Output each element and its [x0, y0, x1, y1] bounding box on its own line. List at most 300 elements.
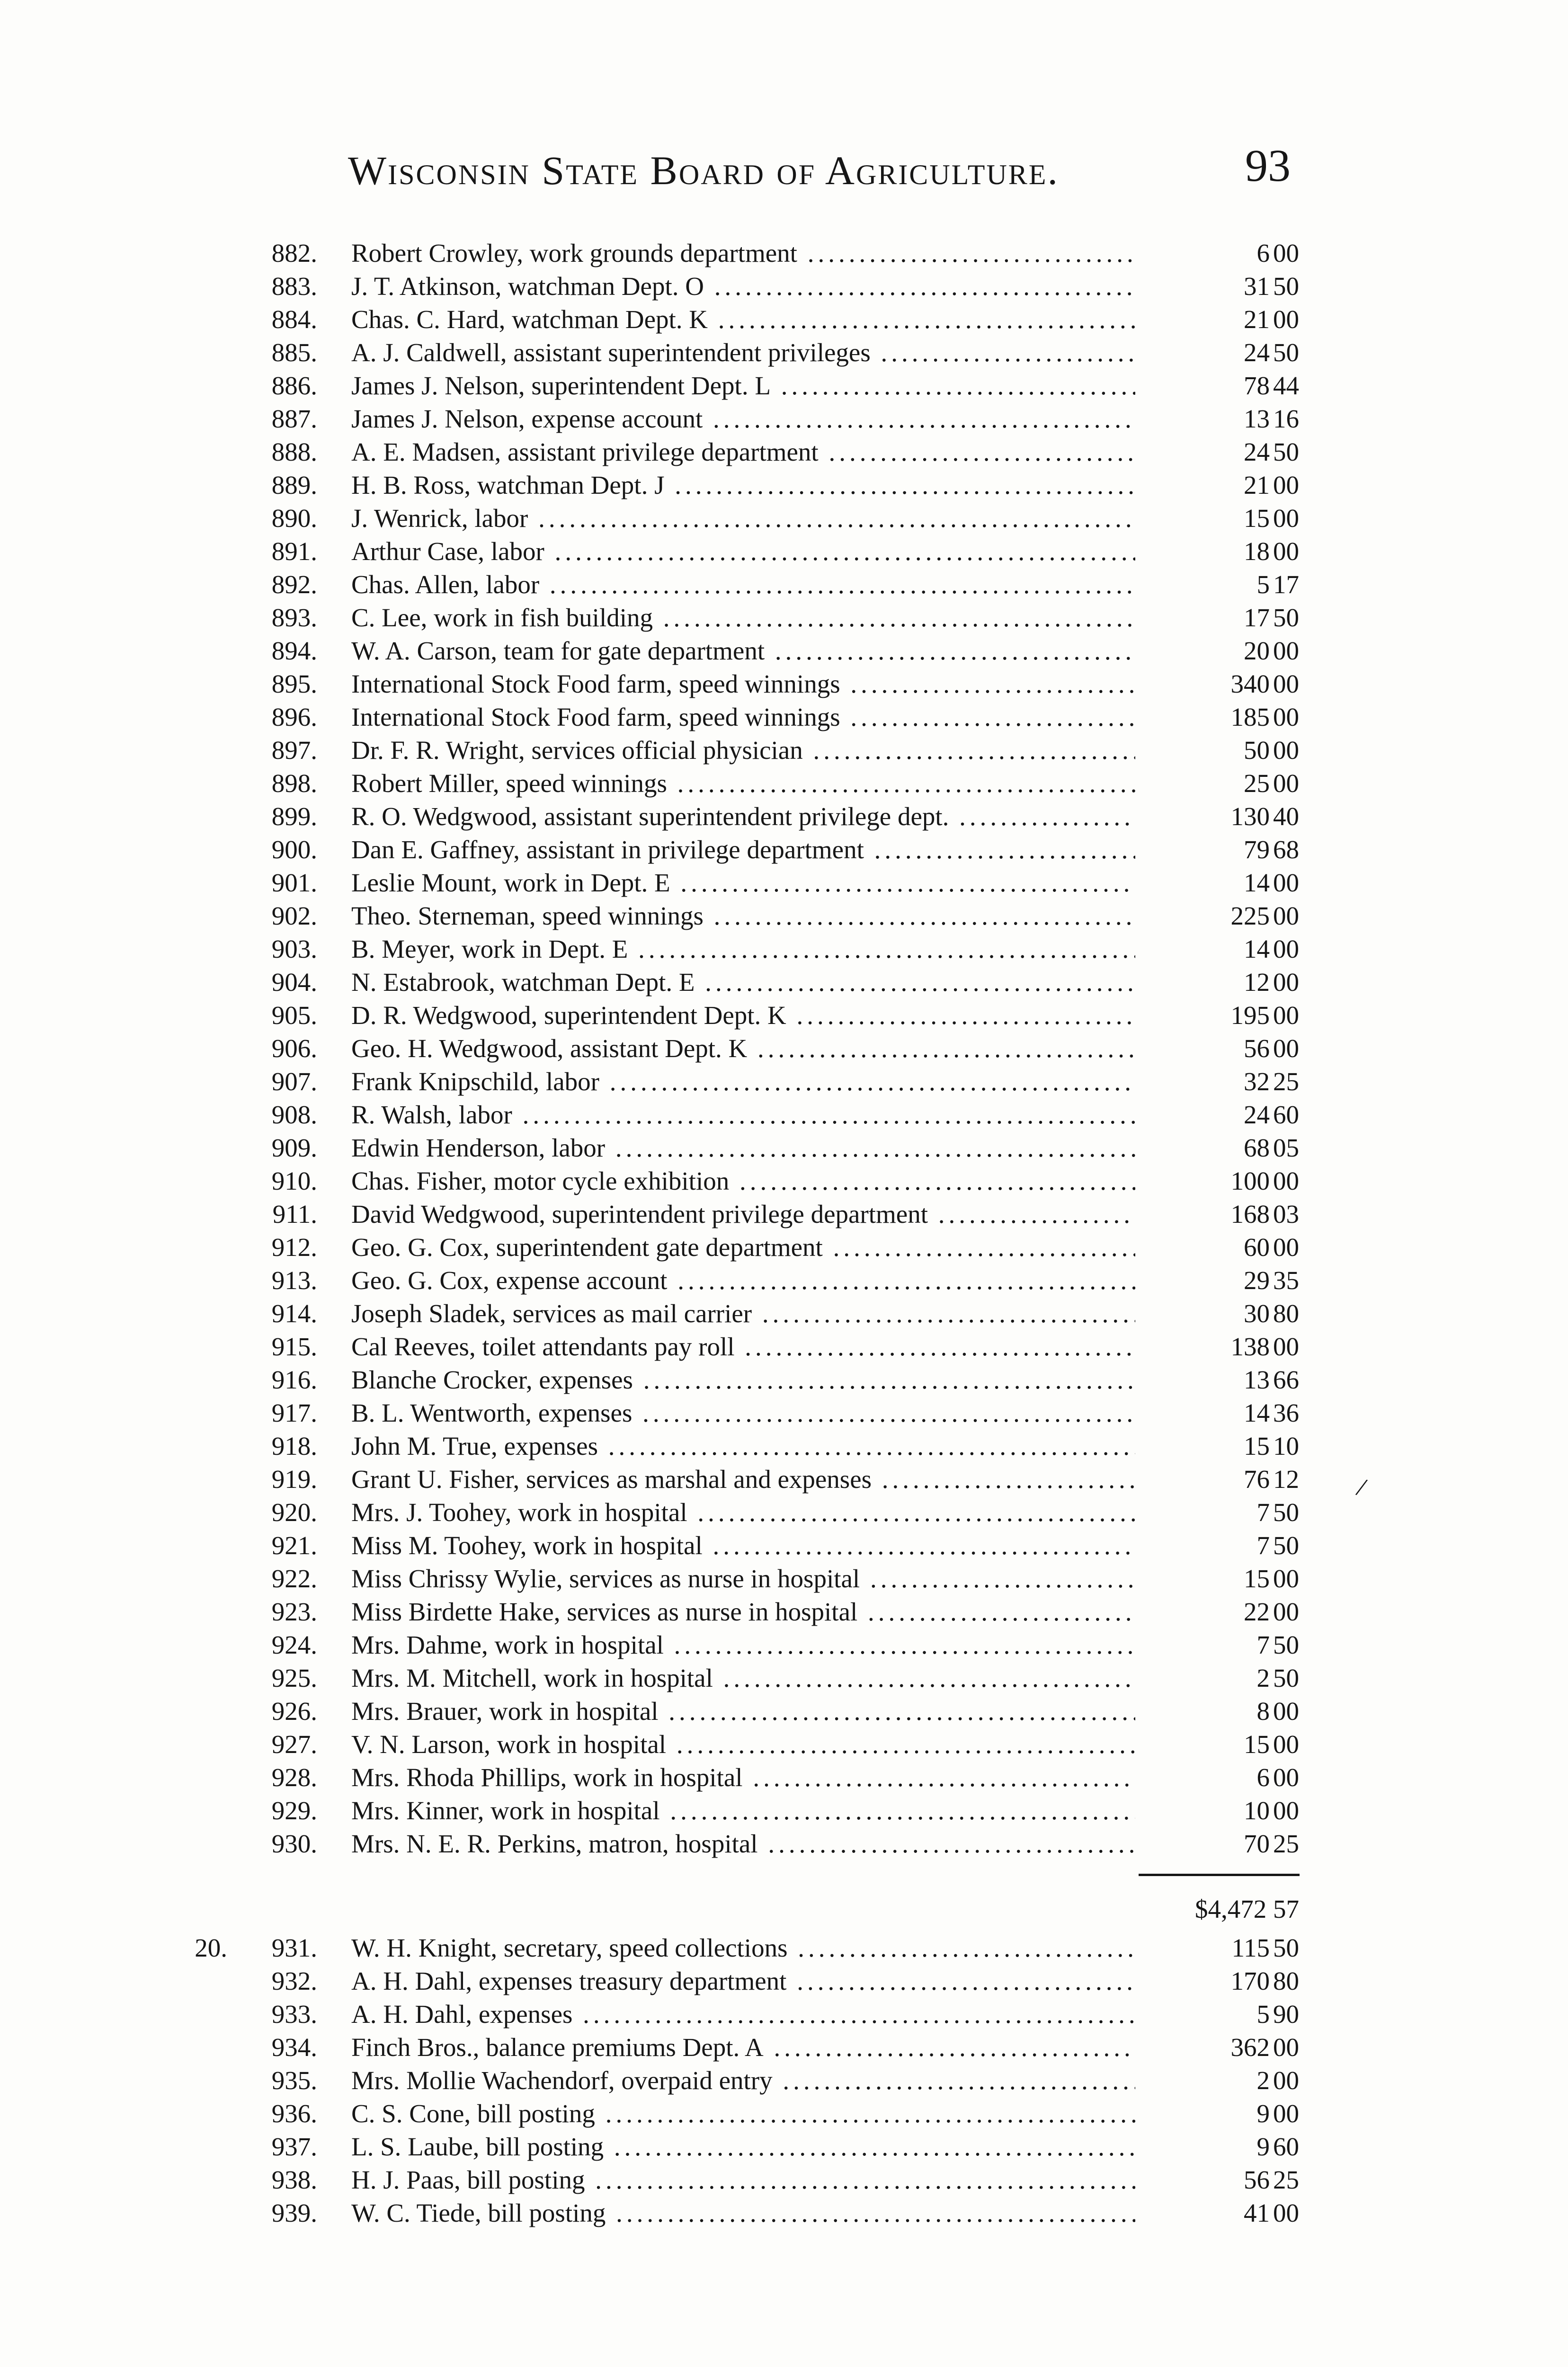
- ledger-row: [0, 933, 1568, 966]
- entry-cents: 00: [1273, 636, 1299, 665]
- entry-dollars: 6: [1256, 239, 1270, 267]
- entry-description: Geo. G. Cox, superintendent gate department .....: [351, 1231, 1135, 1264]
- entry-number: 898.: [271, 769, 317, 798]
- entry-number: 891.: [271, 537, 317, 566]
- entry-dollars: 5: [1256, 2000, 1270, 2029]
- entry-description: V. N. Larson, work in hospital .....: [351, 1728, 1135, 1761]
- entry-dollars: 24: [1244, 437, 1270, 466]
- entry-number: 887.: [271, 404, 317, 433]
- entry-description: J. T. Atkinson, watchman Dept. O .....: [351, 270, 1135, 303]
- entry-description: Finch Bros., balance premiums Dept. A .....: [351, 2031, 1135, 2064]
- ledger-entries: [0, 237, 1568, 2230]
- entry-cents: 50: [1273, 1664, 1299, 1692]
- ledger-row: [0, 237, 1568, 270]
- ledger-row: [0, 1264, 1568, 1297]
- entry-cents: 00: [1273, 901, 1299, 930]
- ledger-row: [0, 1231, 1568, 1264]
- entry-cents: 00: [1273, 1597, 1299, 1626]
- entry-cents: 00: [1273, 736, 1299, 765]
- entry-dollars: 170: [1230, 1967, 1270, 1995]
- entry-number: 917.: [271, 1398, 317, 1427]
- ledger-row: [0, 899, 1568, 933]
- entry-dollars: 60: [1244, 1233, 1270, 1262]
- entry-description: Frank Knipschild, labor .....: [351, 1065, 1135, 1098]
- entry-cents: 00: [1273, 1034, 1299, 1063]
- entry-dollars: 78: [1244, 371, 1270, 400]
- ledger-row: [0, 767, 1568, 800]
- entry-description: Mrs. Kinner, work in hospital .....: [351, 1794, 1135, 1827]
- entry-cents: 00: [1273, 703, 1299, 731]
- entry-description: C. S. Cone, bill posting .....: [351, 2097, 1135, 2130]
- entry-number: 932.: [271, 1967, 317, 1995]
- entry-dollars: 7: [1256, 1630, 1270, 1659]
- entry-cents: 00: [1273, 1796, 1299, 1825]
- entry-description: Mrs. Brauer, work in hospital .....: [351, 1695, 1135, 1728]
- subtotal-rule: [1139, 1874, 1300, 1876]
- entry-description: Mrs. Dahme, work in hospital .....: [351, 1628, 1135, 1662]
- entry-cents: 00: [1273, 968, 1299, 997]
- entry-description: James J. Nelson, expense account .....: [351, 402, 1135, 436]
- entry-group-1: [0, 237, 1568, 1860]
- entry-description: Miss Birdette Hake, services as nurse in hospital .....: [351, 1595, 1135, 1628]
- entry-cents: 60: [1273, 1100, 1299, 1129]
- entry-cents: 80: [1273, 1299, 1299, 1328]
- entry-cents: 50: [1273, 338, 1299, 367]
- entry-dollars: 225: [1230, 901, 1270, 930]
- entry-description: Chas. Fisher, motor cycle exhibition .....: [351, 1165, 1135, 1198]
- entry-dollars: 9: [1256, 2099, 1270, 2128]
- ledger-row: [0, 336, 1568, 369]
- entry-cents: 00: [1273, 2198, 1299, 2227]
- entry-description: C. Lee, work in fish building .....: [351, 601, 1135, 634]
- entry-dollars: 12: [1244, 968, 1270, 997]
- ledger-row: [0, 2163, 1568, 2197]
- entry-date: 20.: [195, 1933, 227, 1962]
- entry-cents: 00: [1273, 537, 1299, 566]
- entry-number: 919.: [271, 1465, 317, 1494]
- entry-number: 912.: [271, 1233, 317, 1262]
- entry-cents: 36: [1273, 1398, 1299, 1427]
- entry-cents: 00: [1273, 1166, 1299, 1195]
- ledger-row: [0, 1827, 1568, 1860]
- entry-dollars: 6: [1256, 1763, 1270, 1792]
- entry-cents: 90: [1273, 2000, 1299, 2029]
- entry-number: 922.: [271, 1564, 317, 1593]
- entry-cents: 00: [1273, 1233, 1299, 1262]
- ledger-row: [0, 568, 1568, 601]
- entry-number: 934.: [271, 2033, 317, 2062]
- entry-number: 938.: [271, 2165, 317, 2194]
- ledger-row: [0, 2064, 1568, 2097]
- entry-number: 894.: [271, 636, 317, 665]
- entry-dollars: 79: [1244, 835, 1270, 864]
- entry-number: 883.: [271, 272, 317, 301]
- entry-cents: 00: [1273, 769, 1299, 798]
- ledger-row: [0, 1032, 1568, 1065]
- entry-dollars: 29: [1244, 1266, 1270, 1295]
- ledger-row: [0, 999, 1568, 1032]
- entry-dollars: 2: [1256, 1664, 1270, 1692]
- entry-cents: 25: [1273, 1067, 1299, 1096]
- entry-number: 916.: [271, 1365, 317, 1394]
- ledger-row: [0, 866, 1568, 899]
- entry-dollars: 195: [1230, 1001, 1270, 1030]
- entry-description: Mrs. J. Toohey, work in hospital .....: [351, 1496, 1135, 1529]
- entry-number: 930.: [271, 1829, 317, 1858]
- entry-dollars: 21: [1244, 471, 1270, 499]
- entry-description: Cal Reeves, toilet attendants pay roll .....: [351, 1330, 1135, 1363]
- entry-description: International Stock Food farm, speed winnings .....: [351, 667, 1135, 701]
- entry-number: 936.: [271, 2099, 317, 2128]
- entry-description: A. H. Dahl, expenses treasury department .....: [351, 1965, 1135, 1998]
- entry-cents: 66: [1273, 1365, 1299, 1394]
- entry-number: 896.: [271, 703, 317, 731]
- entry-number: 927.: [271, 1730, 317, 1759]
- entry-dollars: 138: [1230, 1332, 1270, 1361]
- entry-dollars: 14: [1244, 868, 1270, 897]
- entry-cents: 00: [1273, 1332, 1299, 1361]
- entry-number: 885.: [271, 338, 317, 367]
- entry-dollars: 50: [1244, 736, 1270, 765]
- ledger-row: [0, 436, 1568, 469]
- ledger-row: [0, 634, 1568, 667]
- entry-number: 931.: [271, 1933, 317, 1962]
- entry-number: 903.: [271, 934, 317, 963]
- ledger-row: [0, 1562, 1568, 1595]
- entry-cents: 00: [1273, 669, 1299, 698]
- entry-number: 904.: [271, 968, 317, 997]
- entry-dollars: 15: [1244, 1432, 1270, 1460]
- entry-description: Mrs. Mollie Wachendorf, overpaid entry .....: [351, 2064, 1135, 2097]
- entry-description: Leslie Mount, work in Dept. E .....: [351, 866, 1135, 899]
- page-title: Wisconsin State Board of Agriculture.: [348, 148, 1059, 193]
- entry-number: 895.: [271, 669, 317, 698]
- entry-description: W. A. Carson, team for gate department .....: [351, 634, 1135, 667]
- entry-dollars: 22: [1244, 1597, 1270, 1626]
- entry-number: 939.: [271, 2198, 317, 2227]
- entry-cents: 60: [1273, 2132, 1299, 2161]
- entry-dollars: 32: [1244, 1067, 1270, 1096]
- entry-description: Joseph Sladek, services as mail carrier .....: [351, 1297, 1135, 1330]
- ledger-row: [0, 369, 1568, 402]
- entry-dollars: 15: [1244, 504, 1270, 533]
- entry-number: 889.: [271, 471, 317, 499]
- entry-cents: 50: [1273, 437, 1299, 466]
- ledger-row: [0, 1529, 1568, 1562]
- ledger-row: [0, 469, 1568, 502]
- entry-dollars: 41: [1244, 2198, 1270, 2227]
- entry-number: 906.: [271, 1034, 317, 1063]
- entry-number: 907.: [271, 1067, 317, 1096]
- entry-cents: 05: [1273, 1133, 1299, 1162]
- ledger-row: [0, 1794, 1568, 1827]
- ledger-row: [0, 1965, 1568, 1998]
- entry-description: J. Wenrick, labor .....: [351, 502, 1135, 535]
- ledger-row: [0, 502, 1568, 535]
- entry-description: B. Meyer, work in Dept. E .....: [351, 933, 1135, 966]
- entry-dollars: 25: [1244, 769, 1270, 798]
- entry-number: 892.: [271, 570, 317, 599]
- entry-description: James J. Nelson, superintendent Dept. L .....: [351, 369, 1135, 402]
- entry-cents: 40: [1273, 802, 1299, 831]
- entry-dollars: 10: [1244, 1796, 1270, 1825]
- entry-cents: 68: [1273, 835, 1299, 864]
- ledger-row: [0, 303, 1568, 336]
- ledger-row: [0, 2130, 1568, 2163]
- entry-description: A. J. Caldwell, assistant superintendent privileges .....: [351, 336, 1135, 369]
- entry-dollars: 168: [1230, 1200, 1270, 1228]
- ledger-row: [0, 1761, 1568, 1794]
- entry-cents: 50: [1273, 272, 1299, 301]
- entry-cents: 00: [1273, 2099, 1299, 2128]
- ledger-row: [0, 833, 1568, 866]
- entry-description: W. C. Tiede, bill posting .....: [351, 2197, 1135, 2230]
- stray-pencil-mark: /: [1353, 1472, 1370, 1503]
- entry-cents: 00: [1273, 1564, 1299, 1593]
- ledger-row: [0, 1363, 1568, 1397]
- entry-number: 900.: [271, 835, 317, 864]
- subtotal-amount: $4,472 57: [1195, 1895, 1299, 1923]
- entry-dollars: 15: [1244, 1564, 1270, 1593]
- entry-description: N. Estabrook, watchman Dept. E .....: [351, 966, 1135, 999]
- entry-number: 888.: [271, 437, 317, 466]
- entry-cents: 16: [1273, 404, 1299, 433]
- entry-number: 905.: [271, 1001, 317, 1030]
- entry-description: A. H. Dahl, expenses .....: [351, 1998, 1135, 2031]
- entry-number: 901.: [271, 868, 317, 897]
- entry-cents: 00: [1273, 2066, 1299, 2095]
- entry-dollars: 14: [1244, 934, 1270, 963]
- entry-dollars: 20: [1244, 636, 1270, 665]
- entry-description: International Stock Food farm, speed winnings .....: [351, 701, 1135, 734]
- ledger-row: [0, 734, 1568, 767]
- entry-description: Dr. F. R. Wright, services official physician .....: [351, 734, 1135, 767]
- entry-cents: 50: [1273, 1498, 1299, 1527]
- ledger-row: [0, 800, 1568, 833]
- entry-description: A. E. Madsen, assistant privilege department .....: [351, 436, 1135, 469]
- entry-number: 899.: [271, 802, 317, 831]
- entry-dollars: 7: [1256, 1531, 1270, 1560]
- entry-number: 890.: [271, 504, 317, 533]
- ledger-row: [0, 1065, 1568, 1098]
- entry-number: 908.: [271, 1100, 317, 1129]
- entry-number: 902.: [271, 901, 317, 930]
- entry-dollars: 5: [1256, 570, 1270, 599]
- entry-description: Chas. Allen, labor .....: [351, 568, 1135, 601]
- entry-group-2: [0, 1931, 1568, 2230]
- entry-dollars: 115: [1231, 1933, 1270, 1962]
- entry-number: 897.: [271, 736, 317, 765]
- entry-description: B. L. Wentworth, expenses .....: [351, 1397, 1135, 1430]
- ledger-row: [0, 1695, 1568, 1728]
- ledger-row: [0, 966, 1568, 999]
- entry-number: 933.: [271, 2000, 317, 2029]
- entry-number: 911.: [272, 1200, 317, 1228]
- ledger-row: [0, 1397, 1568, 1430]
- subtotal-block: [0, 1860, 1568, 1931]
- entry-cents: 50: [1273, 1933, 1299, 1962]
- entry-number: 925.: [271, 1664, 317, 1692]
- ledger-row: [0, 1330, 1568, 1363]
- entry-dollars: 340: [1230, 669, 1270, 698]
- entry-dollars: 30: [1244, 1299, 1270, 1328]
- entry-description: Edwin Henderson, labor .....: [351, 1131, 1135, 1165]
- entry-dollars: 14: [1244, 1398, 1270, 1427]
- ledger-row: [0, 535, 1568, 568]
- entry-number: 923.: [271, 1597, 317, 1626]
- entry-description: L. S. Laube, bill posting .....: [351, 2130, 1135, 2163]
- entry-dollars: 70: [1244, 1829, 1270, 1858]
- entry-cents: 50: [1273, 1531, 1299, 1560]
- entry-description: Miss Chrissy Wylie, services as nurse in hospital .....: [351, 1562, 1135, 1595]
- entry-dollars: 76: [1244, 1465, 1270, 1494]
- entry-description: Blanche Crocker, expenses .....: [351, 1363, 1135, 1397]
- entry-cents: 25: [1273, 1829, 1299, 1858]
- entry-description: H. B. Ross, watchman Dept. J .....: [351, 469, 1135, 502]
- entry-number: 937.: [271, 2132, 317, 2161]
- ledger-row: [0, 1098, 1568, 1131]
- ledger-row: [0, 2031, 1568, 2064]
- ledger-row: [0, 1165, 1568, 1198]
- entry-dollars: 18: [1244, 537, 1270, 566]
- ledger-row: [0, 1595, 1568, 1628]
- ledger-row: [0, 1198, 1568, 1231]
- entry-description: R. O. Wedgwood, assistant superintendent privilege dept. .....: [351, 800, 1135, 833]
- entry-cents: 50: [1273, 1630, 1299, 1659]
- entry-cents: 00: [1273, 1001, 1299, 1030]
- entry-number: 882.: [271, 239, 317, 267]
- ledger-row: [0, 1628, 1568, 1662]
- entry-dollars: 13: [1244, 404, 1270, 433]
- ledger-row: [0, 1931, 1568, 1965]
- ledger-row: [0, 701, 1568, 734]
- entry-number: 918.: [271, 1432, 317, 1460]
- entry-description: John M. True, expenses .....: [351, 1430, 1135, 1463]
- entry-cents: 00: [1273, 1763, 1299, 1792]
- entry-description: Geo. H. Wedgwood, assistant Dept. K .....: [351, 1032, 1135, 1065]
- entry-dollars: 21: [1244, 305, 1270, 334]
- entry-description: Grant U. Fisher, services as marshal and expenses .....: [351, 1463, 1135, 1496]
- entry-description: W. H. Knight, secretary, speed collections .....: [351, 1931, 1135, 1965]
- entry-description: Robert Crowley, work grounds department .....: [351, 237, 1135, 270]
- entry-description: Chas. C. Hard, watchman Dept. K .....: [351, 303, 1135, 336]
- entry-cents: 00: [1273, 2033, 1299, 2062]
- entry-number: 886.: [271, 371, 317, 400]
- entry-cents: 35: [1273, 1266, 1299, 1295]
- entry-cents: 44: [1273, 371, 1299, 400]
- entry-dollars: 2: [1256, 2066, 1270, 2095]
- ledger-row: [0, 1297, 1568, 1330]
- entry-number: 928.: [271, 1763, 317, 1792]
- ledger-row: [0, 1131, 1568, 1165]
- entry-description: Dan E. Gaffney, assistant in privilege department .....: [351, 833, 1135, 866]
- entry-dollars: 15: [1244, 1730, 1270, 1759]
- entry-number: 910.: [271, 1166, 317, 1195]
- entry-description: Mrs. Rhoda Phillips, work in hospital .....: [351, 1761, 1135, 1794]
- entry-cents: 00: [1273, 934, 1299, 963]
- entry-cents: 00: [1273, 1697, 1299, 1726]
- entry-cents: 80: [1273, 1967, 1299, 1995]
- entry-description: Mrs. N. E. R. Perkins, matron, hospital .....: [351, 1827, 1135, 1860]
- ledger-row: [0, 1998, 1568, 2031]
- entry-number: 913.: [271, 1266, 317, 1295]
- ledger-row: [0, 270, 1568, 303]
- page-number: 93: [1245, 140, 1291, 191]
- entry-dollars: 17: [1244, 603, 1270, 632]
- ledger-row: [0, 1728, 1568, 1761]
- entry-cents: 00: [1273, 239, 1299, 267]
- ledger-row: [0, 667, 1568, 701]
- entry-dollars: 24: [1244, 1100, 1270, 1129]
- ledger-row: [0, 2197, 1568, 2230]
- ledger-row: [0, 1496, 1568, 1529]
- entry-cents: 00: [1273, 504, 1299, 533]
- entry-number: 915.: [271, 1332, 317, 1361]
- ledger-row: [0, 1662, 1568, 1695]
- entry-number: 893.: [271, 603, 317, 632]
- entry-dollars: 100: [1230, 1166, 1270, 1195]
- entry-dollars: 8: [1256, 1697, 1270, 1726]
- entry-description: R. Walsh, labor .....: [351, 1098, 1135, 1131]
- entry-description: Mrs. M. Mitchell, work in hospital .....: [351, 1662, 1135, 1695]
- entry-dollars: 362: [1230, 2033, 1270, 2062]
- entry-cents: 00: [1273, 305, 1299, 334]
- entry-cents: 25: [1273, 2165, 1299, 2194]
- entry-cents: 17: [1273, 570, 1299, 599]
- entry-dollars: 9: [1256, 2132, 1270, 2161]
- entry-dollars: 31: [1244, 272, 1270, 301]
- entry-number: 920.: [271, 1498, 317, 1527]
- entry-description: David Wedgwood, superintendent privilege department .....: [351, 1198, 1135, 1231]
- entry-number: 924.: [271, 1630, 317, 1659]
- ledger-row: [0, 1430, 1568, 1463]
- entry-description: Theo. Sterneman, speed winnings .....: [351, 899, 1135, 933]
- entry-cents: 00: [1273, 868, 1299, 897]
- entry-description: Robert Miller, speed winnings .....: [351, 767, 1135, 800]
- entry-number: 926.: [271, 1697, 317, 1726]
- entry-dollars: 68: [1244, 1133, 1270, 1162]
- entry-cents: 12: [1273, 1465, 1299, 1494]
- entry-cents: 00: [1273, 1730, 1299, 1759]
- entry-description: Arthur Case, labor .....: [351, 535, 1135, 568]
- entry-dollars: 56: [1244, 1034, 1270, 1063]
- entry-dollars: 24: [1244, 338, 1270, 367]
- entry-description: D. R. Wedgwood, superintendent Dept. K .....: [351, 999, 1135, 1032]
- ledger-row: [0, 601, 1568, 634]
- entry-dollars: 7: [1256, 1498, 1270, 1527]
- entry-number: 909.: [271, 1133, 317, 1162]
- entry-cents: 00: [1273, 471, 1299, 499]
- ledger-row: [0, 402, 1568, 436]
- entry-number: 914.: [271, 1299, 317, 1328]
- ledger-row: [0, 2097, 1568, 2130]
- entry-number: 929.: [271, 1796, 317, 1825]
- entry-dollars: 56: [1244, 2165, 1270, 2194]
- entry-number: 935.: [271, 2066, 317, 2095]
- entry-description: Geo. G. Cox, expense account .....: [351, 1264, 1135, 1297]
- entry-number: 921.: [271, 1531, 317, 1560]
- entry-description: H. J. Paas, bill posting .....: [351, 2163, 1135, 2197]
- entry-dollars: 185: [1230, 703, 1270, 731]
- entry-number: 884.: [271, 305, 317, 334]
- entry-cents: 50: [1273, 603, 1299, 632]
- entry-cents: 10: [1273, 1432, 1299, 1460]
- entry-dollars: 13: [1244, 1365, 1270, 1394]
- entry-dollars: 130: [1230, 802, 1270, 831]
- entry-description: Miss M. Toohey, work in hospital .....: [351, 1529, 1135, 1562]
- ledger-row: [0, 1463, 1568, 1496]
- running-head: [0, 133, 1568, 208]
